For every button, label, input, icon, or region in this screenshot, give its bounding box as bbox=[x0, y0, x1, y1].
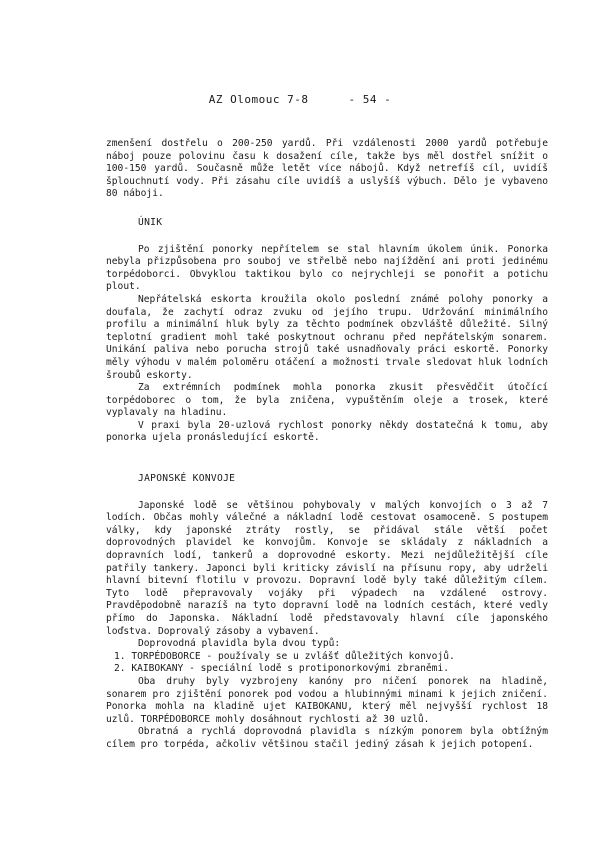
paragraph: Oba druhy byly vyzbrojeny kanóny pro ničení ponorek na hladině, sonarem pro zjištění ponorek pod vodou a hlubinnými minami k jejich zničení. Ponorka mohla na kladině ujet KAIBOKANU, který měl nejvyšší rychlost 18 uzlů. TORPÉDOBORCE mohly dosáhnout rychlosti až 30 uzlů. bbox=[106, 675, 548, 725]
paragraph: Za extrémních podmínek mohla ponorka zkusit přesvědčit útočící torpédoborec o tom, že byla zničena, vypuštěním oleje a trosek, které vyplavaly na hladinu. bbox=[106, 382, 548, 419]
paragraph: Nepřátelská eskorta kroužila okolo poslední známé polohy ponorky a doufala, že zachytí odraz zvuku od jejího trupu. Udržování minimálního profilu a minimální hluk byly za těchto podmínek obzvláště důležité. Silný teplotní gradient mohl také poskytnout ochranu před nepřátelským sonarem. Unikání paliva nebo porucha strojů také usnadňovaly práci eskortě. Ponorky měly výhodu v malém poloměru otáčení a možnosti trvale sledovat hluk lodních šroubů eskorty. bbox=[106, 293, 548, 381]
paragraph: zmenšení dostřelu o 200-250 yardů. Při vzdálenosti 2000 yardů potřebuje náboj pouze polovinu času k dosažení cíle, takže bys měl dostřel snížit o 100-150 yardů. Současně může letět více nábojů. Když netrefíš cíl, uvidíš šplouchnutí vody. Při zásahu cíle uvidíš a uslyšíš výbuch. Dělo je vybaveno 80 náboji. bbox=[106, 138, 548, 200]
page-number: - 54 - bbox=[348, 93, 392, 106]
document-body bbox=[106, 138, 548, 752]
list-item: 2. KAIBOKANY - speciální lodě s protiponorkovými zbraněmi. bbox=[114, 663, 450, 675]
section-heading-convoys: JAPONSKÉ KONVOJE bbox=[138, 473, 236, 485]
list-item: 1. TORPÉDOBORCE - používaly se u zvlášť důležitých konvojů. bbox=[114, 650, 455, 662]
page-header bbox=[0, 93, 600, 106]
paragraph: V praxi byla 20-uzlová rychlost ponorky někdy dostatečná k tomu, aby ponorka ujela pronásledující eskortě. bbox=[106, 419, 548, 444]
paragraph: Po zjištění ponorky nepřítelem se stal hlavním úkolem únik. Ponorka nebyla přizpůsobena pro souboj ve střelbě nebo najíždění ani proti jedinému torpédoborci. Obvyklou taktikou bylo co nejrychleji se ponořit a potichu plout. bbox=[106, 243, 548, 293]
paragraph: Japonské lodě se většinou pohybovaly v malých konvojích o 3 až 7 lodích. Občas mohly válečné a nákladní lodě cestovat osamoceně. S postupem války, kdy japonské ztráty rostly, se přidával stále větší počet doprovodných plavidel ke konvojům. Konvoje se skládaly z nákladních a dopravních lodí, tankerů a doprovodné eskorty. Mezi nejdůležitější cíle patřily tankery. Japonci byli kriticky závislí na přísunu ropy, aby udrželi hlavní bitevní flotilu v provozu. Dopravní lodě byly také důležitým cílem. Tyto lodě přepravovaly vojáky při výpadech na vzdálené ostrovy. Pravděpodobně narazíš na tyto dopravní lodě na lodních cestách, které vedly přímo do Japonska. Nákladní lodě představovaly hlavní cíle japonského loďstva. Doprovalý zásoby a vybavení. bbox=[106, 499, 548, 637]
header-title: AZ Olomouc 7-8 bbox=[208, 93, 309, 106]
section-heading-escape: ÚNIK bbox=[138, 216, 163, 228]
paragraph: Doprovodná plavidla byla dvou typů: bbox=[138, 638, 341, 650]
paragraph: Obratná a rychlá doprovodná plavidla s nízkým ponorem byla obtížným cílem pro torpéda, ačkoliv většinou stačil jediný zásah k jejich potopení. bbox=[106, 726, 548, 750]
